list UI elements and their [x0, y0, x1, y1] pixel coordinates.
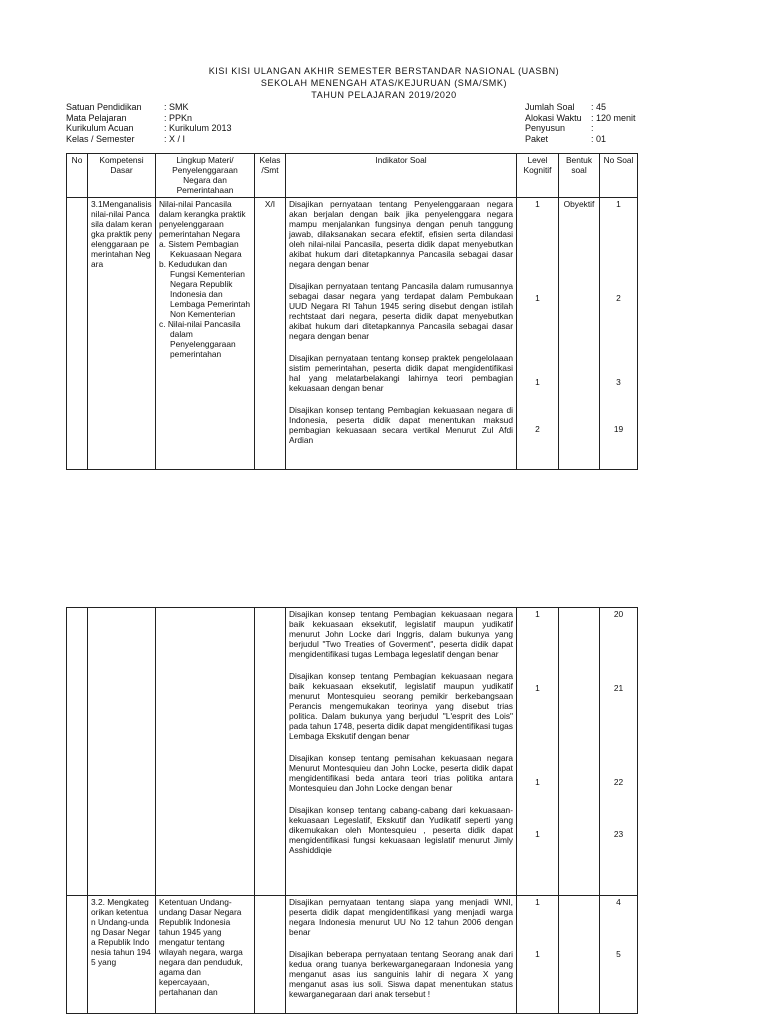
- meta-value: : SMK: [164, 102, 189, 112]
- meta-value: :: [591, 123, 594, 133]
- indikator-text: Disajikan pernyataan tentang konsep praktek pengelolaaan sistim pemerintahan, peserta didik dapat mengidentifikasi hal yang melatarbelakangi lahirnya teori pembagian kekuasaan dengan benar: [289, 353, 513, 393]
- meta-label: Alokasi Waktu: [525, 112, 582, 123]
- cell-no: [67, 896, 88, 1014]
- cell-indikator: [286, 896, 517, 1014]
- meta-row: [525, 113, 636, 124]
- soal-number: 3: [616, 377, 621, 387]
- meta-label: Penyusun: [525, 123, 566, 133]
- level-value: 1: [535, 293, 540, 303]
- indikator-text: Disajikan konsep tentang Pembagian kekuasaan negara baik kekuasaan eksekutif, legislatif maupun yudikatif menurut Montesquieu seorang pemikir berkebangsaan Perancis mengemukakan teorinya yang disebut trias politica. Dalam bukunya yang berjudul "L'esprit des Lois" pada tahun 1748, peserta didik dapat mengidentifikasi tugas Lembaga Ekskutif dengan benar: [289, 671, 513, 741]
- col-header-kompetensi: Kompetensi Dasar: [88, 154, 156, 198]
- meta-row: [525, 134, 636, 145]
- indikator-text: Disajikan pernyataan tentang Pancasila dalam rumusannya sebagai dasar negara yang terdapat dalam Pembukaan UUD Negara RI Tahun 1945 sering disebut dengan istilah rechtstaat dari negara, peserta didik dapat menyebutkan akibat hukum dari ditetapkannya Pancasila sebagai dasar negara dengan benar: [289, 281, 513, 341]
- cell-kelas: X/I: [255, 198, 286, 470]
- cell-indikator: [286, 198, 517, 470]
- meta-label: Satuan Pendidikan: [66, 102, 142, 112]
- cell-level: [517, 198, 559, 470]
- cell-no-soal: [600, 198, 638, 470]
- soal-number: 20: [613, 609, 624, 619]
- col-header-no: No: [67, 154, 88, 198]
- table-row: [67, 896, 638, 1014]
- lingkup-item-c: c. Nilai-nilai Pancasila dalam Penyelenggaraan pemerintahan: [159, 319, 241, 359]
- col-header-no-soal: No Soal: [600, 154, 638, 198]
- cell-kompetensi-dasar: 3.2. Mengkategorikan ketentuan Undang-undang Dasar Negara Republik Indonesia tahun 1945 yang: [88, 896, 156, 1014]
- meta-row: [66, 113, 232, 124]
- kisi-kisi-table-page-2: [66, 607, 638, 1014]
- soal-number: 1: [616, 199, 621, 209]
- indikator-text: Disajikan pernyataan tentang Penyelenggaraan negara akan berjalan dengan baik jika penyelenggara negara mampu menjalankan fungsinya dengan penuh tanggung jawab, dilaksanakan secara efektif, efisien serta dilandasi oleh nilai-nilai Pancasila, peserta didik dapat menyebutkan akibat hukum dari ditetapkannya Pancasila sebagai dasar negara dengan benar: [289, 199, 513, 269]
- indikator-text: Disajikan konsep tentang Pembagian kekuasaan negara baik kekuasaan eksekutif, legislatif maupun yudikatif menurut John Locke dari Inggris, dalam bukunya yang berjudul "Two Treaties of Goverment", peserta didik dapat mengidentifikasi tugas Lembaga legeslatif dengan benar: [289, 609, 513, 659]
- level-value: 1: [535, 199, 540, 209]
- meta-label: Kelas / Semester: [66, 133, 135, 144]
- soal-number: 22: [613, 777, 624, 787]
- col-header-kelas: Kelas /Smt: [255, 154, 286, 198]
- meta-value: : X / I: [164, 133, 186, 144]
- meta-left: [66, 102, 232, 144]
- cell-bentuk-soal: [559, 608, 600, 896]
- col-header-lingkup: Lingkup Materi/ Penyelenggaraan Negara dan Pemerintahaan: [156, 154, 255, 198]
- cell-level: [517, 608, 559, 896]
- meta-row: [525, 123, 636, 134]
- soal-number: 21: [613, 683, 624, 693]
- cell-level: [517, 896, 559, 1014]
- meta-value: : Kurikulum 2013: [164, 123, 232, 133]
- level-value: 2: [535, 424, 540, 434]
- cell-bentuk-soal: Obyektif: [559, 198, 600, 470]
- document-title-line-3: TAHUN PELAJARAN 2019/2020: [311, 90, 457, 100]
- meta-label: Paket: [525, 133, 549, 144]
- level-value: 1: [535, 377, 540, 387]
- lingkup-item-a: a. Sistem Pembagian Kekuasaan Negara: [159, 239, 242, 259]
- meta-label: Kurikulum Acuan: [66, 123, 134, 133]
- indikator-text: Disajikan konsep tentang Pembagian kekuasaan negara di Indonesia, peserta didik dapat menentukan maksud pembagian kekuasaan secara vertikal Menurut Zul Afdi Ardian: [289, 405, 513, 445]
- soal-number: 19: [613, 424, 624, 434]
- lingkup-intro: Nilai-nilai Pancasila dalam kerangka praktik penyelenggaraan pemerintahan Negara: [159, 199, 246, 239]
- meta-row: [66, 102, 232, 113]
- meta-value: : 120 menit: [591, 112, 636, 123]
- meta-row: [525, 102, 636, 113]
- level-value: 1: [535, 829, 540, 839]
- level-value: 1: [535, 609, 540, 619]
- table-row: [67, 198, 638, 470]
- cell-lingkup-materi: Ketentuan Undang-undang Dasar Negara Republik Indonesia tahun 1945 yang mengatur tentang wilayah negara, warga negara dan penduduk, agama dan kepercayaan, pertahanan dan: [156, 896, 255, 1014]
- level-value: 1: [535, 777, 540, 787]
- document-title-line-1: KISI KISI ULANGAN AKHIR SEMESTER BERSTANDAR NASIONAL (UASBN): [208, 66, 560, 76]
- table-row: [67, 608, 638, 896]
- cell-indikator: [286, 608, 517, 896]
- level-value: 1: [535, 897, 540, 907]
- meta-value: : 01: [591, 133, 607, 144]
- meta-right: [525, 102, 636, 144]
- cell-bentuk-soal: [559, 896, 600, 1014]
- indikator-text: Disajikan beberapa pernyataan tentang Seorang anak dari kedua orang tuanya berkewarganegaraan Indonesia yang menganut asas ius sanguinis lahir di negara X yang menganut asas ius soli. Siswa dapat menentukan status kewarganegaraan dari anak tersebut !: [289, 949, 513, 999]
- indikator-text: Disajikan konsep tentang cabang-cabang dari kekuasaan-kekuasaan Legeslatif, Ekskutif dan Yudikatif seperti yang dikemukakan oleh Montesquieu , peserta didik dapat mengidentifikasi fungsi kekuasaan legislatif menurut Jimly Asshiddiqie: [289, 805, 513, 855]
- soal-number: 2: [616, 293, 621, 303]
- soal-number: 5: [616, 949, 621, 959]
- col-header-indikator: Indikator Soal: [286, 154, 517, 198]
- cell-kelas: [255, 896, 286, 1014]
- meta-label: Jumlah Soal: [525, 102, 575, 112]
- cell-lingkup-materi: [156, 608, 255, 896]
- soal-number: 4: [616, 897, 621, 907]
- cell-kompetensi-dasar: [88, 608, 156, 896]
- cell-kelas: [255, 608, 286, 896]
- lingkup-item-b: b. Kedudukan dan Fungsi Kementerian Negara Republik Indonesia dan Lembaga Pemerintah Non Kementerian: [159, 259, 251, 319]
- table-header-row: [67, 154, 638, 198]
- document-title-line-2: SEKOLAH MENENGAH ATAS/KEJURUAN (SMA/SMK): [260, 78, 508, 88]
- indikator-text: Disajikan pernyataan tentang siapa yang menjadi WNI, peserta didik dapat mengidentifikasi yang menjadi warga negara Indonesia menurut UU No 12 tahun 2006 dengan benar: [289, 897, 513, 937]
- level-value: 1: [535, 683, 540, 693]
- kisi-kisi-table-page-1: [66, 153, 638, 470]
- meta-row: [66, 134, 232, 145]
- meta-value: : 45: [591, 102, 607, 112]
- meta-label: Mata Pelajaran: [66, 112, 127, 123]
- soal-number: 23: [613, 829, 624, 839]
- level-value: 1: [535, 949, 540, 959]
- cell-lingkup-materi: [156, 198, 255, 470]
- col-header-bentuk: Bentuk soal: [559, 154, 600, 198]
- cell-no-soal: [600, 896, 638, 1014]
- meta-row: [66, 123, 232, 134]
- meta-value: : PPKn: [164, 112, 193, 123]
- cell-no: [67, 198, 88, 470]
- col-header-level: Level Kognitif: [517, 154, 559, 198]
- cell-no-soal: [600, 608, 638, 896]
- cell-no: [67, 608, 88, 896]
- cell-kompetensi-dasar: 3.1Menganalisis nilai-nilai Pancasila dalam kerangka praktik penyelenggaraan pemerintahan Negara: [88, 198, 156, 470]
- indikator-text: Disajikan konsep tentang pemisahan kekuasaan negara Menurut Montesquieu dan John Locke, peserta didik dapat mengidentifikasi beda antara teori trias politika antara Montesquieu dan John Locke dengan benar: [289, 753, 513, 793]
